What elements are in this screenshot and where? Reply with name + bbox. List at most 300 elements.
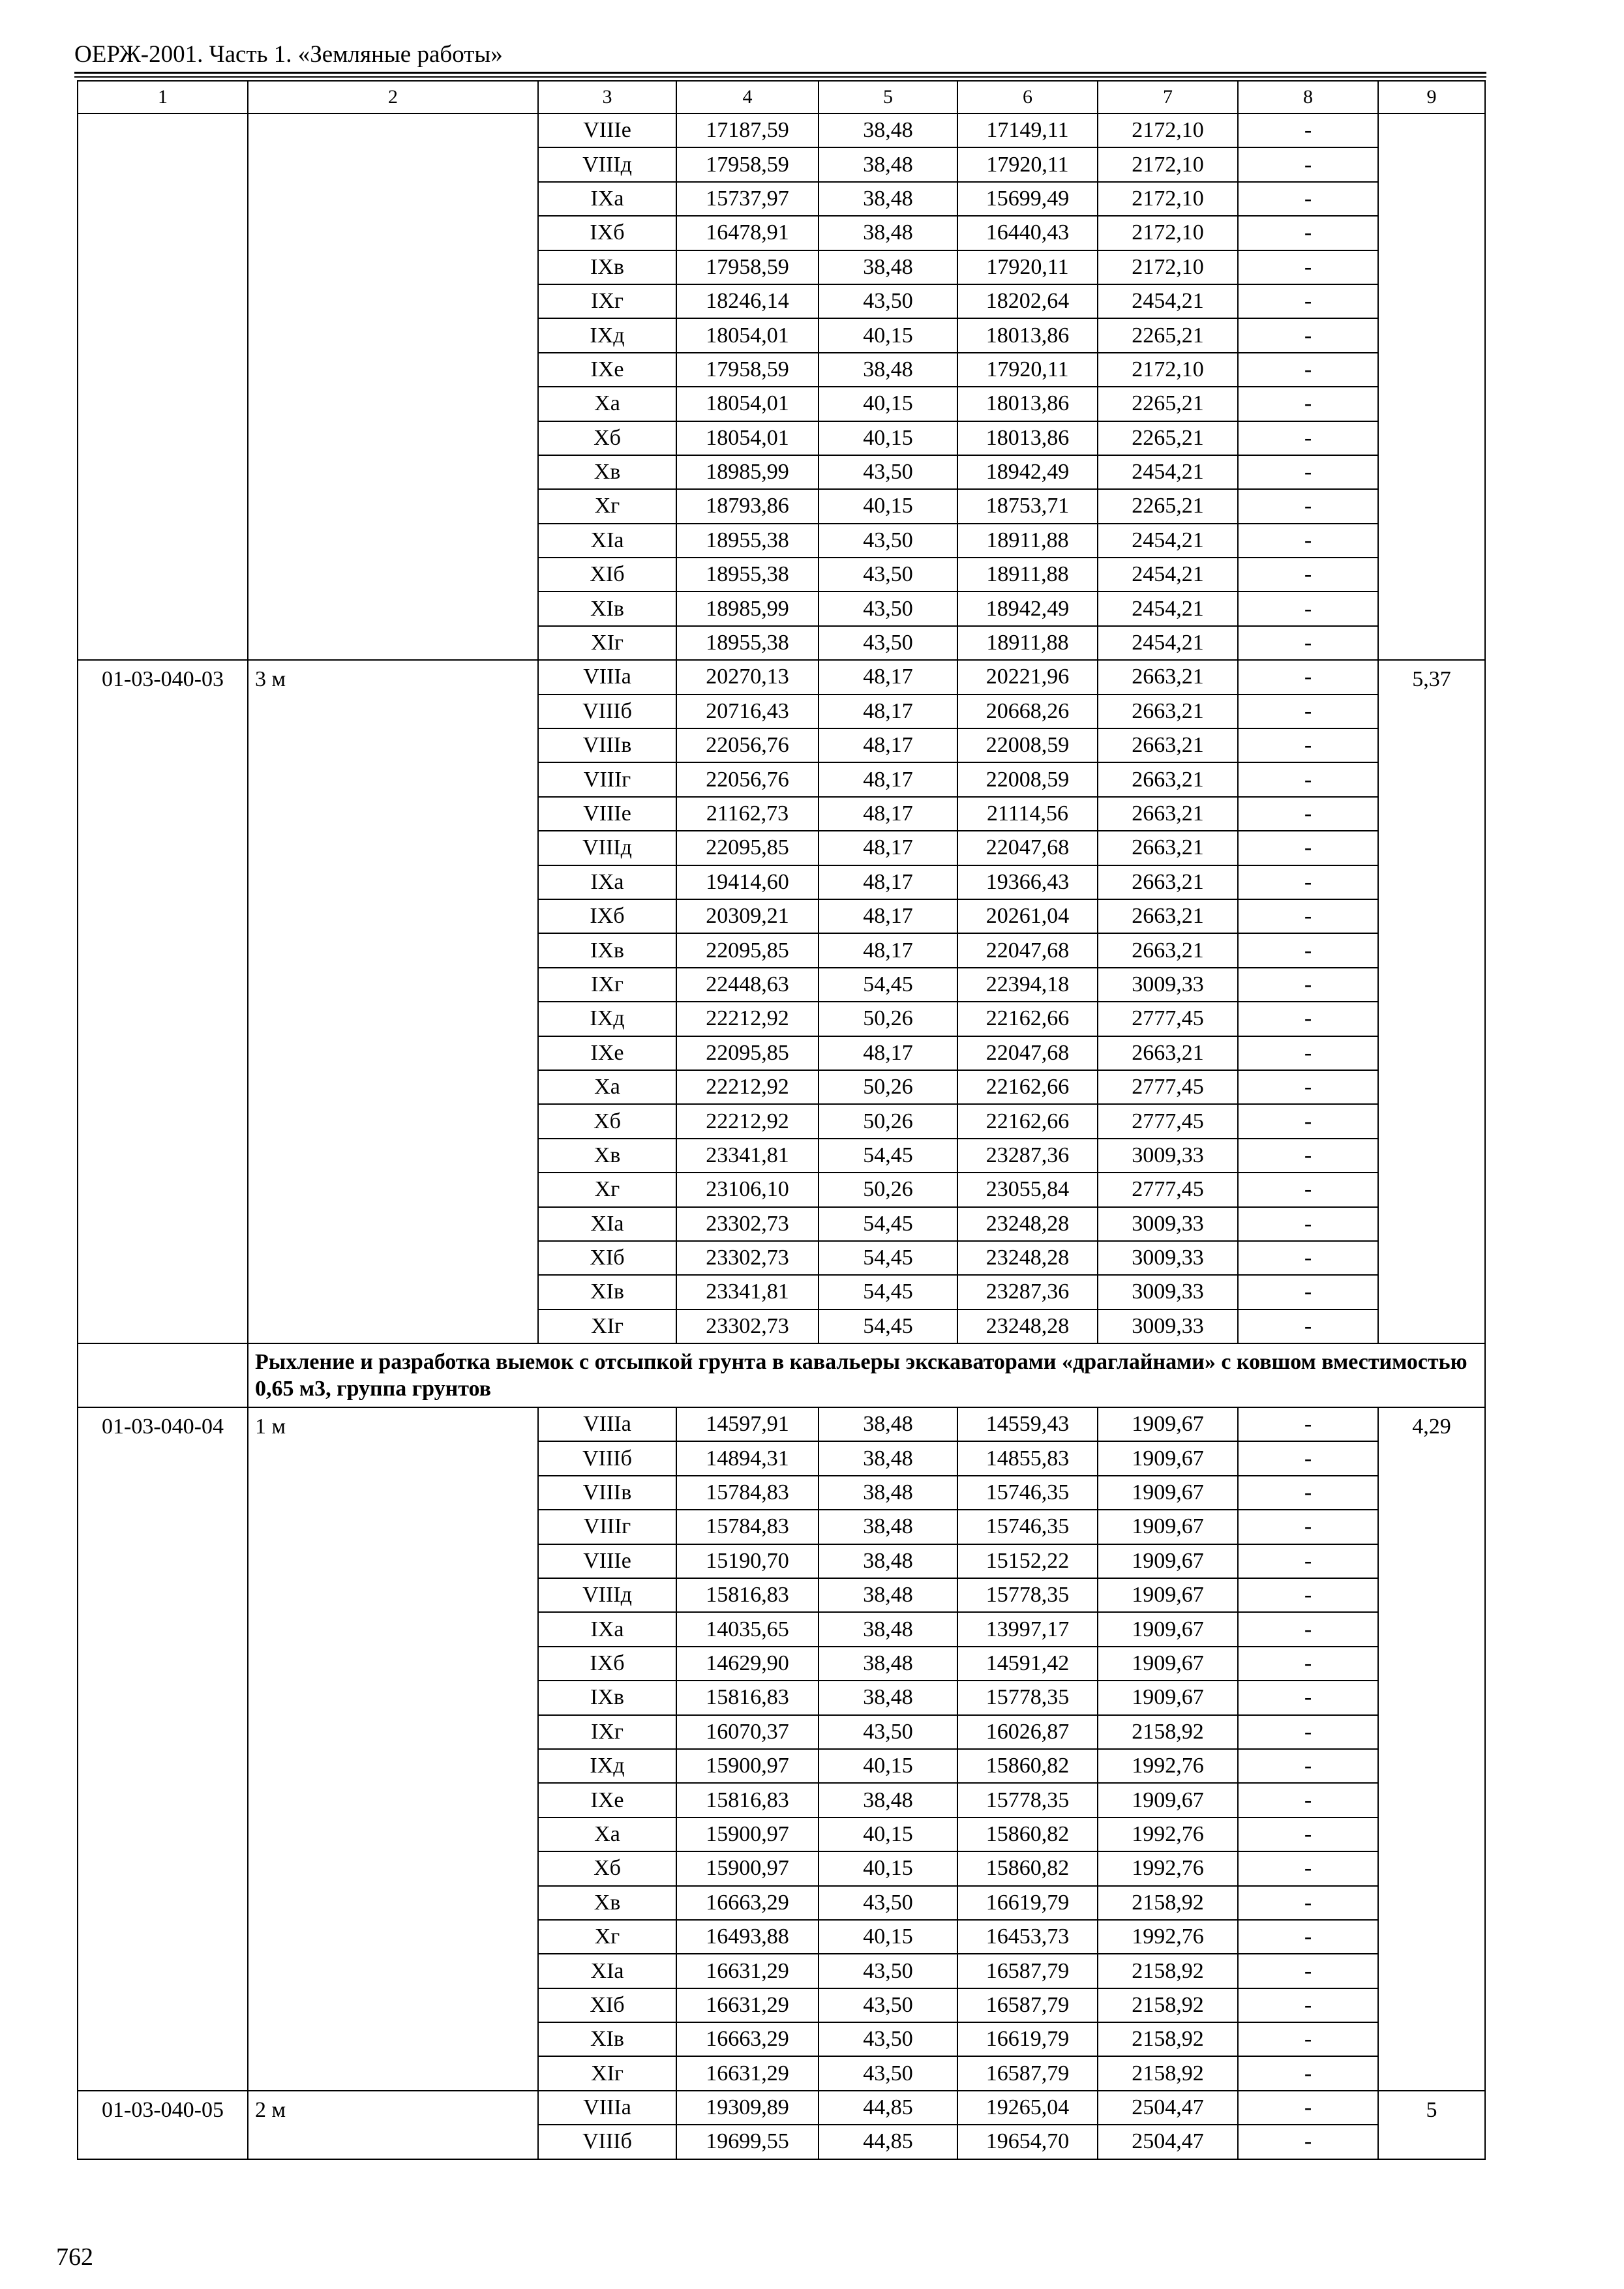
column-number: 1 <box>78 81 248 113</box>
machinist-wages-cell: 2777,45 <box>1098 1104 1238 1138</box>
total-cost-cell: 18054,01 <box>676 387 819 421</box>
header-rule <box>74 72 1486 74</box>
wages-cell: 38,48 <box>819 216 957 250</box>
materials-cell: - <box>1238 1851 1378 1885</box>
machines-cell: 17149,11 <box>957 113 1098 147</box>
wages-cell: 43,50 <box>819 1954 957 1988</box>
materials-cell: - <box>1238 1275 1378 1309</box>
machines-cell: 23287,36 <box>957 1275 1098 1309</box>
machines-cell: 22047,68 <box>957 831 1098 865</box>
soil-group-cell: Xв <box>538 1886 676 1920</box>
soil-group-cell: XIб <box>538 1241 676 1275</box>
machines-cell: 23055,84 <box>957 1173 1098 1206</box>
machines-cell: 16619,79 <box>957 2022 1098 2056</box>
machines-cell: 15152,22 <box>957 1544 1098 1578</box>
materials-cell: - <box>1238 1309 1378 1343</box>
machinist-wages-cell: 3009,33 <box>1098 1309 1238 1343</box>
soil-group-cell: XIг <box>538 626 676 660</box>
materials-cell: - <box>1238 762 1378 796</box>
soil-group-cell: VIIIа <box>538 660 676 694</box>
machinist-wages-cell: 2265,21 <box>1098 489 1238 523</box>
column-number: 3 <box>538 81 676 113</box>
total-cost-cell: 16478,91 <box>676 216 819 250</box>
labor-cost-cell <box>1378 113 1485 660</box>
soil-group-cell: VIIIд <box>538 831 676 865</box>
materials-cell: - <box>1238 1647 1378 1681</box>
soil-group-cell: IXа <box>538 182 676 216</box>
materials-cell: - <box>1238 1715 1378 1749</box>
section-blank-cell <box>78 1343 248 1407</box>
wages-cell: 48,17 <box>819 762 957 796</box>
machines-cell: 22047,68 <box>957 933 1098 967</box>
total-cost-cell: 17958,59 <box>676 353 819 387</box>
soil-group-cell: IXб <box>538 899 676 933</box>
machinist-wages-cell: 1909,67 <box>1098 1647 1238 1681</box>
soil-group-cell: Xа <box>538 387 676 421</box>
materials-cell: - <box>1238 1818 1378 1851</box>
machinist-wages-cell: 1909,67 <box>1098 1783 1238 1817</box>
soil-group-cell: IXв <box>538 1681 676 1714</box>
total-cost-cell: 14035,65 <box>676 1612 819 1646</box>
machines-cell: 16619,79 <box>957 1886 1098 1920</box>
machines-cell: 17920,11 <box>957 147 1098 181</box>
wages-cell: 38,48 <box>819 1578 957 1612</box>
materials-cell: - <box>1238 2056 1378 2090</box>
materials-cell: - <box>1238 1510 1378 1544</box>
soil-group-cell: XIб <box>538 1988 676 2022</box>
soil-group-cell: XIа <box>538 1207 676 1241</box>
wages-cell: 43,50 <box>819 591 957 625</box>
soil-group-cell: VIIIа <box>538 1407 676 1441</box>
machinist-wages-cell: 2454,21 <box>1098 455 1238 489</box>
materials-cell: - <box>1238 1241 1378 1275</box>
total-cost-cell: 17958,59 <box>676 250 819 284</box>
machinist-wages-cell: 2158,92 <box>1098 1954 1238 1988</box>
machines-cell: 22162,66 <box>957 1002 1098 1036</box>
total-cost-cell: 15816,83 <box>676 1681 819 1714</box>
soil-group-cell: Xг <box>538 489 676 523</box>
soil-group-cell: VIIIд <box>538 1578 676 1612</box>
soil-group-cell: XIв <box>538 2022 676 2056</box>
table-row <box>78 113 1485 147</box>
wages-cell: 38,48 <box>819 1441 957 1475</box>
materials-cell: - <box>1238 1002 1378 1036</box>
soil-group-cell: VIIIд <box>538 147 676 181</box>
machines-cell: 22162,66 <box>957 1104 1098 1138</box>
wages-cell: 38,48 <box>819 1544 957 1578</box>
wages-cell: 38,48 <box>819 1783 957 1817</box>
wages-cell: 48,17 <box>819 660 957 694</box>
machines-cell: 18202,64 <box>957 284 1098 318</box>
table-body <box>78 81 1485 2159</box>
machines-cell: 18942,49 <box>957 591 1098 625</box>
wages-cell: 43,50 <box>819 558 957 591</box>
machinist-wages-cell: 1909,67 <box>1098 1510 1238 1544</box>
total-cost-cell: 15784,83 <box>676 1510 819 1544</box>
soil-group-cell: VIIIв <box>538 1476 676 1510</box>
wages-cell: 43,50 <box>819 1988 957 2022</box>
soil-group-cell: IXе <box>538 353 676 387</box>
wages-cell: 50,26 <box>819 1173 957 1206</box>
materials-cell: - <box>1238 1441 1378 1475</box>
total-cost-cell: 22448,63 <box>676 968 819 1002</box>
wages-cell: 43,50 <box>819 284 957 318</box>
machines-cell: 21114,56 <box>957 797 1098 831</box>
machinist-wages-cell: 2663,21 <box>1098 1036 1238 1070</box>
total-cost-cell: 22056,76 <box>676 728 819 762</box>
wages-cell: 54,45 <box>819 1275 957 1309</box>
machinist-wages-cell: 2158,92 <box>1098 1988 1238 2022</box>
machines-cell: 20261,04 <box>957 899 1098 933</box>
machinist-wages-cell: 1909,67 <box>1098 1681 1238 1714</box>
machinist-wages-cell: 1992,76 <box>1098 1920 1238 1954</box>
wages-cell: 38,48 <box>819 1681 957 1714</box>
machinist-wages-cell: 2504,47 <box>1098 2125 1238 2159</box>
wages-cell: 54,45 <box>819 968 957 1002</box>
machinist-wages-cell: 2663,21 <box>1098 762 1238 796</box>
total-cost-cell: 16631,29 <box>676 2056 819 2090</box>
materials-cell: - <box>1238 1886 1378 1920</box>
machines-cell: 16587,79 <box>957 2056 1098 2090</box>
total-cost-cell: 14629,90 <box>676 1647 819 1681</box>
materials-cell: - <box>1238 1407 1378 1441</box>
total-cost-cell: 23302,73 <box>676 1309 819 1343</box>
soil-group-cell: Xа <box>538 1070 676 1104</box>
machinist-wages-cell: 2663,21 <box>1098 831 1238 865</box>
depth-cell <box>248 113 538 660</box>
materials-cell: - <box>1238 421 1378 455</box>
machinist-wages-cell: 2172,10 <box>1098 113 1238 147</box>
total-cost-cell: 20309,21 <box>676 899 819 933</box>
soil-group-cell: Xа <box>538 1818 676 1851</box>
machines-cell: 18911,88 <box>957 558 1098 591</box>
total-cost-cell: 16663,29 <box>676 2022 819 2056</box>
materials-cell: - <box>1238 1476 1378 1510</box>
soil-group-cell: VIIIе <box>538 1544 676 1578</box>
machinist-wages-cell: 2172,10 <box>1098 147 1238 181</box>
machines-cell: 15778,35 <box>957 1783 1098 1817</box>
machinist-wages-cell: 3009,33 <box>1098 968 1238 1002</box>
materials-cell: - <box>1238 284 1378 318</box>
materials-cell: - <box>1238 1139 1378 1173</box>
soil-group-cell: VIIIа <box>538 2091 676 2125</box>
wages-cell: 48,17 <box>819 899 957 933</box>
soil-group-cell: IXд <box>538 1749 676 1783</box>
total-cost-cell: 16631,29 <box>676 1954 819 1988</box>
total-cost-cell: 23302,73 <box>676 1241 819 1275</box>
machinist-wages-cell: 1909,67 <box>1098 1612 1238 1646</box>
soil-group-cell: IXг <box>538 1715 676 1749</box>
total-cost-cell: 21162,73 <box>676 797 819 831</box>
machinist-wages-cell: 1909,67 <box>1098 1476 1238 1510</box>
materials-cell: - <box>1238 831 1378 865</box>
soil-group-cell: Xб <box>538 1851 676 1885</box>
total-cost-cell: 19309,89 <box>676 2091 819 2125</box>
rate-code-cell: 01-03-040-03 <box>78 660 248 1343</box>
machines-cell: 17920,11 <box>957 250 1098 284</box>
total-cost-cell: 17187,59 <box>676 113 819 147</box>
rate-code-cell: 01-03-040-05 <box>78 2091 248 2159</box>
machinist-wages-cell: 1909,67 <box>1098 1544 1238 1578</box>
total-cost-cell: 18955,38 <box>676 524 819 558</box>
materials-cell: - <box>1238 216 1378 250</box>
column-number: 2 <box>248 81 538 113</box>
machinist-wages-cell: 2454,21 <box>1098 591 1238 625</box>
wages-cell: 38,48 <box>819 353 957 387</box>
materials-cell: - <box>1238 1612 1378 1646</box>
soil-group-cell: VIIIб <box>538 695 676 728</box>
wages-cell: 40,15 <box>819 1818 957 1851</box>
machinist-wages-cell: 3009,33 <box>1098 1275 1238 1309</box>
materials-cell: - <box>1238 1544 1378 1578</box>
machines-cell: 14559,43 <box>957 1407 1098 1441</box>
total-cost-cell: 15816,83 <box>676 1783 819 1817</box>
total-cost-cell: 16631,29 <box>676 1988 819 2022</box>
total-cost-cell: 22212,92 <box>676 1002 819 1036</box>
wages-cell: 50,26 <box>819 1070 957 1104</box>
wages-cell: 54,45 <box>819 1309 957 1343</box>
machines-cell: 18013,86 <box>957 387 1098 421</box>
table-row <box>78 1407 1485 1441</box>
wages-cell: 38,48 <box>819 1612 957 1646</box>
machines-cell: 22008,59 <box>957 762 1098 796</box>
depth-cell: 1 м <box>248 1407 538 2091</box>
materials-cell: - <box>1238 2125 1378 2159</box>
machinist-wages-cell: 2663,21 <box>1098 797 1238 831</box>
wages-cell: 40,15 <box>819 1851 957 1885</box>
materials-cell: - <box>1238 1681 1378 1714</box>
soil-group-cell: IXе <box>538 1783 676 1817</box>
materials-cell: - <box>1238 353 1378 387</box>
total-cost-cell: 23302,73 <box>676 1207 819 1241</box>
wages-cell: 38,48 <box>819 1510 957 1544</box>
machines-cell: 16026,87 <box>957 1715 1098 1749</box>
wages-cell: 48,17 <box>819 865 957 899</box>
machines-cell: 18911,88 <box>957 524 1098 558</box>
total-cost-cell: 16493,88 <box>676 1920 819 1954</box>
rates-table <box>77 80 1486 2160</box>
column-number: 5 <box>819 81 957 113</box>
materials-cell: - <box>1238 1173 1378 1206</box>
machines-cell: 15746,35 <box>957 1476 1098 1510</box>
page-header-title: ОЕРЖ-2001. Часть 1. «Земляные работы» <box>74 41 503 68</box>
materials-cell: - <box>1238 1578 1378 1612</box>
machines-cell: 16587,79 <box>957 1954 1098 1988</box>
soil-group-cell: XIг <box>538 2056 676 2090</box>
materials-cell: - <box>1238 1070 1378 1104</box>
machines-cell: 20668,26 <box>957 695 1098 728</box>
wages-cell: 38,48 <box>819 1407 957 1441</box>
soil-group-cell: XIв <box>538 591 676 625</box>
machinist-wages-cell: 2158,92 <box>1098 2056 1238 2090</box>
materials-cell: - <box>1238 797 1378 831</box>
materials-cell: - <box>1238 968 1378 1002</box>
materials-cell: - <box>1238 933 1378 967</box>
total-cost-cell: 16663,29 <box>676 1886 819 1920</box>
machines-cell: 17920,11 <box>957 353 1098 387</box>
materials-cell: - <box>1238 318 1378 352</box>
machinist-wages-cell: 2504,47 <box>1098 2091 1238 2125</box>
soil-group-cell: IXб <box>538 216 676 250</box>
soil-group-cell: XIб <box>538 558 676 591</box>
materials-cell: - <box>1238 387 1378 421</box>
machinist-wages-cell: 2454,21 <box>1098 558 1238 591</box>
soil-group-cell: VIIIв <box>538 728 676 762</box>
depth-cell: 2 м <box>248 2091 538 2159</box>
machines-cell: 16440,43 <box>957 216 1098 250</box>
machinist-wages-cell: 2663,21 <box>1098 695 1238 728</box>
machinist-wages-cell: 2172,10 <box>1098 216 1238 250</box>
column-number: 4 <box>676 81 819 113</box>
materials-cell: - <box>1238 728 1378 762</box>
wages-cell: 43,50 <box>819 455 957 489</box>
materials-cell: - <box>1238 1104 1378 1138</box>
machinist-wages-cell: 2265,21 <box>1098 421 1238 455</box>
soil-group-cell: Xб <box>538 421 676 455</box>
total-cost-cell: 20270,13 <box>676 660 819 694</box>
machinist-wages-cell: 2777,45 <box>1098 1173 1238 1206</box>
machinist-wages-cell: 2172,10 <box>1098 353 1238 387</box>
machinist-wages-cell: 2158,92 <box>1098 1886 1238 1920</box>
column-number: 9 <box>1378 81 1485 113</box>
machinist-wages-cell: 2265,21 <box>1098 318 1238 352</box>
materials-cell: - <box>1238 1036 1378 1070</box>
total-cost-cell: 15737,97 <box>676 182 819 216</box>
soil-group-cell: VIIIе <box>538 113 676 147</box>
total-cost-cell: 23341,81 <box>676 1139 819 1173</box>
wages-cell: 38,48 <box>819 1476 957 1510</box>
machines-cell: 16587,79 <box>957 1988 1098 2022</box>
machinist-wages-cell: 2454,21 <box>1098 524 1238 558</box>
machinist-wages-cell: 1992,76 <box>1098 1749 1238 1783</box>
machines-cell: 15746,35 <box>957 1510 1098 1544</box>
machines-cell: 14855,83 <box>957 1441 1098 1475</box>
machines-cell: 15699,49 <box>957 182 1098 216</box>
machinist-wages-cell: 1909,67 <box>1098 1578 1238 1612</box>
machines-cell: 16453,73 <box>957 1920 1098 1954</box>
total-cost-cell: 22095,85 <box>676 933 819 967</box>
total-cost-cell: 23106,10 <box>676 1173 819 1206</box>
table-row <box>78 660 1485 694</box>
machinist-wages-cell: 1909,67 <box>1098 1441 1238 1475</box>
total-cost-cell: 18054,01 <box>676 318 819 352</box>
machinist-wages-cell: 2454,21 <box>1098 626 1238 660</box>
wages-cell: 54,45 <box>819 1241 957 1275</box>
machines-cell: 18942,49 <box>957 455 1098 489</box>
total-cost-cell: 23341,81 <box>676 1275 819 1309</box>
materials-cell: - <box>1238 250 1378 284</box>
soil-group-cell: IXг <box>538 968 676 1002</box>
machines-cell: 13997,17 <box>957 1612 1098 1646</box>
machinist-wages-cell: 2158,92 <box>1098 2022 1238 2056</box>
wages-cell: 48,17 <box>819 695 957 728</box>
total-cost-cell: 18793,86 <box>676 489 819 523</box>
total-cost-cell: 16070,37 <box>676 1715 819 1749</box>
total-cost-cell: 22056,76 <box>676 762 819 796</box>
machines-cell: 18911,88 <box>957 626 1098 660</box>
total-cost-cell: 15900,97 <box>676 1818 819 1851</box>
wages-cell: 38,48 <box>819 250 957 284</box>
total-cost-cell: 22212,92 <box>676 1104 819 1138</box>
materials-cell: - <box>1238 2091 1378 2125</box>
wages-cell: 44,85 <box>819 2091 957 2125</box>
materials-cell: - <box>1238 524 1378 558</box>
wages-cell: 48,17 <box>819 797 957 831</box>
materials-cell: - <box>1238 626 1378 660</box>
machines-cell: 22047,68 <box>957 1036 1098 1070</box>
machines-cell: 23248,28 <box>957 1241 1098 1275</box>
total-cost-cell: 15816,83 <box>676 1578 819 1612</box>
machinist-wages-cell: 2158,92 <box>1098 1715 1238 1749</box>
column-number: 7 <box>1098 81 1238 113</box>
wages-cell: 54,45 <box>819 1207 957 1241</box>
total-cost-cell: 18955,38 <box>676 626 819 660</box>
wages-cell: 48,17 <box>819 728 957 762</box>
total-cost-cell: 14894,31 <box>676 1441 819 1475</box>
wages-cell: 50,26 <box>819 1002 957 1036</box>
materials-cell: - <box>1238 660 1378 694</box>
soil-group-cell: IXг <box>538 284 676 318</box>
wages-cell: 50,26 <box>819 1104 957 1138</box>
materials-cell: - <box>1238 455 1378 489</box>
section-title: Рыхление и разработка выемок с отсыпкой грунта в кавальеры экскаваторами «драглайнами» с ковшом вместимостью 0,65 м3, группа грунтов <box>248 1343 1485 1407</box>
wages-cell: 48,17 <box>819 1036 957 1070</box>
wages-cell: 43,50 <box>819 524 957 558</box>
wages-cell: 40,15 <box>819 1920 957 1954</box>
materials-cell: - <box>1238 1988 1378 2022</box>
soil-group-cell: Xг <box>538 1173 676 1206</box>
total-cost-cell: 18985,99 <box>676 591 819 625</box>
wages-cell: 48,17 <box>819 933 957 967</box>
machines-cell: 18013,86 <box>957 318 1098 352</box>
soil-group-cell: VIIIе <box>538 797 676 831</box>
depth-cell: 3 м <box>248 660 538 1343</box>
materials-cell: - <box>1238 899 1378 933</box>
labor-cost-cell: 4,29 <box>1378 1407 1485 2091</box>
wages-cell: 43,50 <box>819 626 957 660</box>
wages-cell: 38,48 <box>819 147 957 181</box>
machines-cell: 14591,42 <box>957 1647 1098 1681</box>
machines-cell: 23248,28 <box>957 1309 1098 1343</box>
machines-cell: 15860,82 <box>957 1749 1098 1783</box>
wages-cell: 43,50 <box>819 1886 957 1920</box>
soil-group-cell: VIIIг <box>538 762 676 796</box>
wages-cell: 40,15 <box>819 489 957 523</box>
machines-cell: 19654,70 <box>957 2125 1098 2159</box>
soil-group-cell: Xв <box>538 1139 676 1173</box>
materials-cell: - <box>1238 591 1378 625</box>
wages-cell: 40,15 <box>819 421 957 455</box>
machines-cell: 15778,35 <box>957 1578 1098 1612</box>
total-cost-cell: 22095,85 <box>676 1036 819 1070</box>
soil-group-cell: IXв <box>538 250 676 284</box>
wages-cell: 40,15 <box>819 387 957 421</box>
machines-cell: 19366,43 <box>957 865 1098 899</box>
wages-cell: 43,50 <box>819 2056 957 2090</box>
materials-cell: - <box>1238 1954 1378 1988</box>
wages-cell: 38,48 <box>819 113 957 147</box>
soil-group-cell: IXа <box>538 1612 676 1646</box>
machines-cell: 18013,86 <box>957 421 1098 455</box>
machinist-wages-cell: 1992,76 <box>1098 1818 1238 1851</box>
total-cost-cell: 18985,99 <box>676 455 819 489</box>
total-cost-cell: 17958,59 <box>676 147 819 181</box>
machines-cell: 15860,82 <box>957 1818 1098 1851</box>
machinist-wages-cell: 2454,21 <box>1098 284 1238 318</box>
total-cost-cell: 14597,91 <box>676 1407 819 1441</box>
soil-group-cell: VIIIб <box>538 2125 676 2159</box>
soil-group-cell: IXа <box>538 865 676 899</box>
